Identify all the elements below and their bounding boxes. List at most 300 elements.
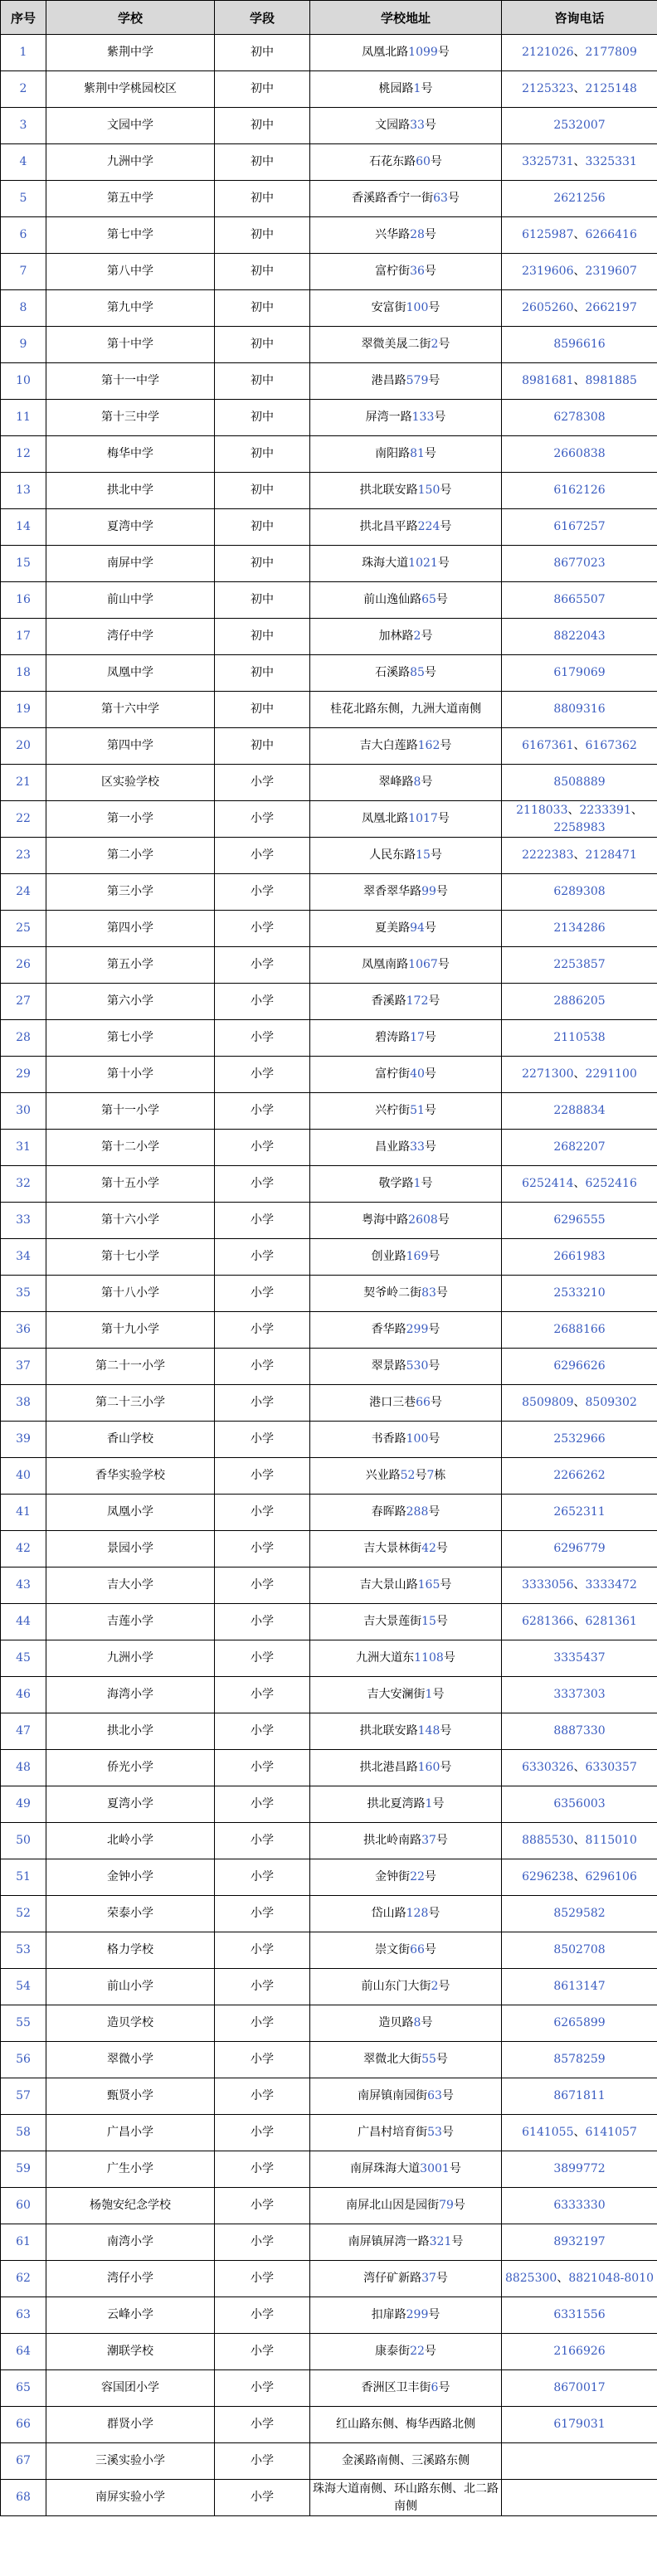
number-text: 8508889 (553, 775, 606, 790)
cell-no (1, 1239, 46, 1276)
number-text: 8 (413, 2016, 421, 2030)
cell-level: 小学 (215, 1969, 310, 2005)
number-text: 31 (16, 1140, 31, 1154)
cell-no (1, 2480, 46, 2516)
cell-school: 景园小学 (46, 1531, 215, 1567)
cell-address: 富柠街40号 (310, 1057, 502, 1093)
cell-phone (502, 2042, 657, 2078)
cell-phone (502, 2370, 657, 2407)
cell-school: 第三小学 (46, 874, 215, 911)
table-row (1, 619, 657, 655)
table-row (1, 2151, 657, 2188)
number-text: 83 (421, 1286, 436, 1300)
cell-address: 兴华路28号 (310, 217, 502, 254)
cell-school: 南屏中学 (46, 546, 215, 582)
number-text: 2532007 (553, 119, 606, 133)
cell-address: 石溪路85号 (310, 655, 502, 692)
number-text: 1 (413, 1177, 421, 1191)
cell-school: 第五中学 (46, 181, 215, 217)
table-row (1, 1786, 657, 1823)
number-text: 52 (400, 1469, 416, 1483)
number-text: 8529582 (553, 1907, 606, 1921)
number-text: 2 (431, 1980, 439, 1994)
number-text: 172 (406, 994, 429, 1009)
cell-no (1, 838, 46, 874)
number-text: 8502708 (553, 1943, 606, 1957)
cell-level: 小学 (215, 2151, 310, 2188)
number-text: 2 (19, 82, 27, 96)
table-row (1, 1531, 657, 1567)
cell-school: 广生小学 (46, 2151, 215, 2188)
cell-address: 前山东门大街2号 (310, 1969, 502, 2005)
cell-school: 香华实验学校 (46, 1458, 215, 1495)
table-row (1, 254, 657, 290)
number-text: 13 (16, 484, 31, 498)
cell-phone (502, 2005, 657, 2042)
cell-no (1, 1130, 46, 1166)
cell-address: 扣扉路299号 (310, 2297, 502, 2334)
cell-address: 广昌村培育街53号 (310, 2115, 502, 2151)
cell-address: 南屏镇屏湾一路321号 (310, 2224, 502, 2261)
column-header-address: 学校地址 (310, 1, 502, 35)
table-row (1, 327, 657, 363)
cell-level: 小学 (215, 1640, 310, 1677)
number-text: 20 (16, 739, 31, 753)
number-text: 8809316 (553, 702, 606, 717)
number-text: 65 (421, 593, 436, 607)
cell-phone (502, 1020, 657, 1057)
cell-address: 屏湾一路133号 (310, 400, 502, 436)
number-text: 6330326 (522, 1761, 574, 1775)
cell-address: 前山逸仙路65号 (310, 582, 502, 619)
table-row (1, 2297, 657, 2334)
number-text: 61 (16, 2235, 31, 2249)
cell-phone (502, 1458, 657, 1495)
cell-level: 小学 (215, 1130, 310, 1166)
number-text: 2319606 (522, 265, 574, 279)
number-text: 8821048-8010 (568, 2272, 655, 2286)
cell-no (1, 801, 46, 838)
cell-school: 翠微小学 (46, 2042, 215, 2078)
number-text: 3899772 (553, 2162, 606, 2176)
cell-no (1, 1531, 46, 1567)
cell-address: 石花东路60号 (310, 144, 502, 181)
cell-school: 造贝学校 (46, 2005, 215, 2042)
cell-school: 凤凰中学 (46, 655, 215, 692)
cell-phone: 8825300、8821048-8010 (502, 2261, 657, 2297)
cell-no (1, 2078, 46, 2115)
cell-phone: 3333056、3333472 (502, 1567, 657, 1604)
number-text: 1 (19, 46, 27, 60)
number-text: 40 (16, 1469, 31, 1483)
number-text: 6167362 (585, 739, 637, 753)
number-text: 2253857 (553, 958, 606, 972)
number-text: 46 (16, 1688, 31, 1702)
number-text: 6289308 (553, 885, 606, 899)
cell-phone (502, 619, 657, 655)
cell-level: 小学 (215, 1932, 310, 1969)
cell-phone (502, 2188, 657, 2224)
cell-address: 吉大白莲路162号 (310, 728, 502, 765)
cell-phone (502, 400, 657, 436)
cell-address: 吉大景莲街15号 (310, 1604, 502, 1640)
number-text: 579 (406, 374, 429, 388)
number-text: 37 (421, 1834, 436, 1848)
number-text: 25 (16, 921, 31, 936)
cell-phone: 8509809、8509302 (502, 1385, 657, 1422)
number-text: 30 (16, 1104, 31, 1118)
column-header-no: 序号 (1, 1, 46, 35)
cell-level: 小学 (215, 2042, 310, 2078)
number-text: 6296106 (585, 1870, 637, 1884)
cell-level: 初中 (215, 217, 310, 254)
number-text: 100 (406, 301, 429, 315)
cell-address: 金钟街22号 (310, 1859, 502, 1896)
table-row (1, 1239, 657, 1276)
cell-level: 初中 (215, 728, 310, 765)
cell-level: 初中 (215, 692, 310, 728)
number-text: 33 (410, 1140, 425, 1154)
number-text: 165 (417, 1578, 440, 1592)
number-text: 66 (16, 2418, 31, 2432)
cell-address: 昌业路33号 (310, 1130, 502, 1166)
cell-address: 契爷岭二街83号 (310, 1276, 502, 1312)
number-text: 530 (406, 1359, 429, 1373)
table-row (1, 2370, 657, 2407)
number-text: 39 (16, 1432, 31, 1446)
cell-no (1, 1349, 46, 1385)
cell-school: 第二十一小学 (46, 1349, 215, 1385)
number-text: 17 (16, 629, 31, 644)
cell-phone (502, 874, 657, 911)
table-row (1, 728, 657, 765)
number-text: 22 (410, 2345, 425, 2359)
cell-level: 小学 (215, 1713, 310, 1750)
cell-address: 吉大景林街42号 (310, 1531, 502, 1567)
cell-no (1, 2297, 46, 2334)
number-text: 162 (417, 739, 440, 753)
cell-level: 小学 (215, 2261, 310, 2297)
cell-school: 第十一中学 (46, 363, 215, 400)
table-row (1, 1458, 657, 1495)
cell-school: 群贤小学 (46, 2407, 215, 2443)
cell-no (1, 947, 46, 984)
cell-level: 初中 (215, 71, 310, 108)
number-text: 50 (16, 1834, 31, 1848)
cell-no (1, 217, 46, 254)
cell-address: 春晖路288号 (310, 1495, 502, 1531)
table-row (1, 1677, 657, 1713)
cell-level: 小学 (215, 2334, 310, 2370)
number-text: 42 (16, 1542, 31, 1556)
cell-no (1, 2042, 46, 2078)
table-row (1, 1567, 657, 1604)
cell-school: 拱北小学 (46, 1713, 215, 1750)
number-text: 17 (410, 1031, 425, 1045)
table-row (1, 2078, 657, 2115)
cell-phone: 2271300、2291100 (502, 1057, 657, 1093)
cell-level: 初中 (215, 290, 310, 327)
cell-school: 第四中学 (46, 728, 215, 765)
cell-phone (502, 1640, 657, 1677)
table-row (1, 1276, 657, 1312)
cell-phone: 6296238、6296106 (502, 1859, 657, 1896)
number-text: 54 (16, 1980, 31, 1994)
number-text: 63 (433, 192, 448, 206)
number-text: 34 (16, 1250, 31, 1264)
cell-no (1, 2115, 46, 2151)
number-text: 8509809 (522, 1396, 574, 1410)
cell-level: 小学 (215, 765, 310, 801)
cell-phone (502, 692, 657, 728)
table-row (1, 1057, 657, 1093)
number-text: 299 (406, 2308, 429, 2322)
cell-phone: 6330326、6330357 (502, 1750, 657, 1786)
cell-school: 荣泰小学 (46, 1896, 215, 1932)
cell-school: 格力学校 (46, 1932, 215, 1969)
cell-level: 小学 (215, 1896, 310, 1932)
cell-school: 第十小学 (46, 1057, 215, 1093)
table-row (1, 2005, 657, 2042)
cell-phone (502, 1276, 657, 1312)
number-text: 26 (16, 958, 31, 972)
cell-school: 第十六中学 (46, 692, 215, 728)
cell-phone (502, 1093, 657, 1130)
number-text: 8677023 (553, 557, 606, 571)
number-text: 8981681 (522, 374, 574, 388)
cell-level: 小学 (215, 1276, 310, 1312)
table-row (1, 400, 657, 436)
cell-level: 初中 (215, 546, 310, 582)
cell-address: 翠微北大街55号 (310, 2042, 502, 2078)
table-row (1, 1385, 657, 1422)
number-text: 81 (410, 447, 425, 461)
cell-phone: 8885530、8115010 (502, 1823, 657, 1859)
number-text: 37 (421, 2272, 436, 2286)
table-row (1, 838, 657, 874)
cell-school: 南屏实验小学 (46, 2480, 215, 2516)
cell-school: 杨匏安纪念学校 (46, 2188, 215, 2224)
column-header-school: 学校 (46, 1, 215, 35)
number-text: 3 (19, 119, 27, 133)
number-text: 6265899 (553, 2016, 606, 2030)
number-text: 6330357 (585, 1761, 637, 1775)
cell-school: 湾仔中学 (46, 619, 215, 655)
cell-school: 第十九小学 (46, 1312, 215, 1349)
number-text: 2121026 (522, 46, 574, 60)
number-text: 1 (425, 1688, 433, 1702)
cell-level: 初中 (215, 509, 310, 546)
number-text: 16 (16, 593, 31, 607)
number-text: 53 (427, 2126, 442, 2140)
table-row (1, 509, 657, 546)
cell-address: 香洲区卫丰街6号 (310, 2370, 502, 2407)
cell-address: 造贝路8号 (310, 2005, 502, 2042)
cell-phone: 2125323、2125148 (502, 71, 657, 108)
table-row (1, 2407, 657, 2443)
cell-address: 富柠街36号 (310, 254, 502, 290)
cell-no (1, 582, 46, 619)
cell-level: 初中 (215, 619, 310, 655)
cell-level: 小学 (215, 1166, 310, 1203)
cell-no (1, 692, 46, 728)
number-text: 288 (406, 1505, 429, 1519)
table-row (1, 1969, 657, 2005)
cell-phone: 2319606、2319607 (502, 254, 657, 290)
number-text: 8509302 (585, 1396, 637, 1410)
cell-address: 加林路2号 (310, 619, 502, 655)
number-text: 2608 (408, 1213, 438, 1227)
cell-address: 凤凰北路1099号 (310, 35, 502, 71)
cell-level: 小学 (215, 2078, 310, 2115)
cell-level: 初中 (215, 400, 310, 436)
cell-address: 拱北联安路148号 (310, 1713, 502, 1750)
cell-level: 小学 (215, 2297, 310, 2334)
cell-phone (502, 2480, 657, 2516)
cell-no (1, 1203, 46, 1239)
number-text: 37 (16, 1359, 31, 1373)
number-text: 8 (413, 775, 421, 790)
number-text: 169 (406, 1250, 429, 1264)
table-row (1, 874, 657, 911)
number-text: 8578259 (553, 2053, 606, 2067)
number-text: 11 (16, 411, 31, 425)
cell-no (1, 2443, 46, 2480)
cell-no (1, 655, 46, 692)
cell-address: 珠海大道1021号 (310, 546, 502, 582)
cell-phone (502, 765, 657, 801)
cell-level: 小学 (215, 2480, 310, 2516)
cell-level: 初中 (215, 181, 310, 217)
cell-school: 广昌小学 (46, 2115, 215, 2151)
table-row (1, 1640, 657, 1677)
cell-school: 北岭小学 (46, 1823, 215, 1859)
cell-school: 第八中学 (46, 254, 215, 290)
cell-no (1, 473, 46, 509)
cell-level: 初中 (215, 254, 310, 290)
number-text: 6281361 (585, 1615, 637, 1629)
cell-school: 吉莲小学 (46, 1604, 215, 1640)
number-text: 67 (16, 2454, 31, 2468)
number-text: 51 (410, 1104, 425, 1118)
table-row (1, 473, 657, 509)
cell-school: 第七中学 (46, 217, 215, 254)
cell-address: 康泰街22号 (310, 2334, 502, 2370)
number-text: 14 (16, 520, 31, 534)
cell-address: 拱北联安路150号 (310, 473, 502, 509)
cell-no (1, 1312, 46, 1349)
cell-level: 小学 (215, 947, 310, 984)
cell-no (1, 1969, 46, 2005)
cell-level: 小学 (215, 1312, 310, 1349)
number-text: 55 (16, 2016, 31, 2030)
cell-school: 夏湾小学 (46, 1786, 215, 1823)
cell-phone (502, 1896, 657, 1932)
number-text: 3325731 (522, 155, 574, 169)
cell-level: 小学 (215, 2370, 310, 2407)
number-text: 133 (411, 411, 435, 425)
number-text: 2125323 (522, 82, 574, 96)
cell-school: 文园中学 (46, 108, 215, 144)
cell-address: 人民东路15号 (310, 838, 502, 874)
number-text: 58 (16, 2126, 31, 2140)
cell-school: 拱北中学 (46, 473, 215, 509)
number-text: 2288834 (553, 1104, 606, 1118)
cell-phone (502, 327, 657, 363)
cell-address: 粤海中路2608号 (310, 1203, 502, 1239)
number-text: 2258983 (553, 820, 606, 834)
cell-no (1, 1604, 46, 1640)
number-text: 6281366 (522, 1615, 574, 1629)
cell-phone (502, 546, 657, 582)
cell-phone (502, 582, 657, 619)
cell-school: 第十一小学 (46, 1093, 215, 1130)
cell-address: 金溪路南侧、三溪路东侧 (310, 2443, 502, 2480)
cell-level: 小学 (215, 2443, 310, 2480)
table-row (1, 546, 657, 582)
cell-address: 湾仔矿新路37号 (310, 2261, 502, 2297)
cell-school: 第六小学 (46, 984, 215, 1020)
number-text: 3001 (420, 2162, 450, 2176)
cell-level: 小学 (215, 2115, 310, 2151)
cell-no (1, 1786, 46, 1823)
cell-level: 小学 (215, 1349, 310, 1385)
number-text: 28 (410, 228, 425, 242)
number-text: 6141055 (522, 2126, 574, 2140)
cell-no (1, 1859, 46, 1896)
cell-no (1, 1750, 46, 1786)
cell-school: 金钟小学 (46, 1859, 215, 1896)
table-row (1, 655, 657, 692)
number-text: 8932197 (553, 2235, 606, 2249)
number-text: 6167361 (522, 739, 574, 753)
number-text: 8613147 (553, 1980, 606, 1994)
cell-level: 小学 (215, 2224, 310, 2261)
cell-level: 初中 (215, 144, 310, 181)
number-text: 40 (410, 1067, 425, 1081)
cell-level: 初中 (215, 35, 310, 71)
number-text: 12 (16, 447, 31, 461)
cell-no (1, 400, 46, 436)
number-text: 32 (16, 1177, 31, 1191)
cell-address: 书香路100号 (310, 1422, 502, 1458)
table-header (1, 1, 657, 35)
cell-address: 南屏镇南园街63号 (310, 2078, 502, 2115)
cell-level: 小学 (215, 1823, 310, 1859)
number-text: 3335437 (553, 1651, 606, 1665)
cell-level: 初中 (215, 473, 310, 509)
cell-school: 第十六小学 (46, 1203, 215, 1239)
number-text: 6162126 (553, 484, 606, 498)
cell-no (1, 1677, 46, 1713)
number-text: 15 (416, 848, 431, 863)
cell-phone: 2118033、2233391、2258983 (502, 801, 657, 838)
number-text: 6179031 (553, 2418, 606, 2432)
cell-school: 凤凰小学 (46, 1495, 215, 1531)
cell-school: 侨光小学 (46, 1750, 215, 1786)
number-text: 224 (417, 520, 440, 534)
number-text: 2222383 (522, 848, 574, 863)
cell-school: 甄贤小学 (46, 2078, 215, 2115)
number-text: 64 (16, 2345, 31, 2359)
cell-level: 小学 (215, 1057, 310, 1093)
number-text: 100 (406, 1432, 429, 1446)
number-text: 56 (16, 2053, 31, 2067)
number-text: 47 (16, 1724, 31, 1738)
number-text: 2110538 (553, 1031, 606, 1045)
number-text: 62 (16, 2272, 31, 2286)
number-text: 52 (16, 1907, 31, 1921)
